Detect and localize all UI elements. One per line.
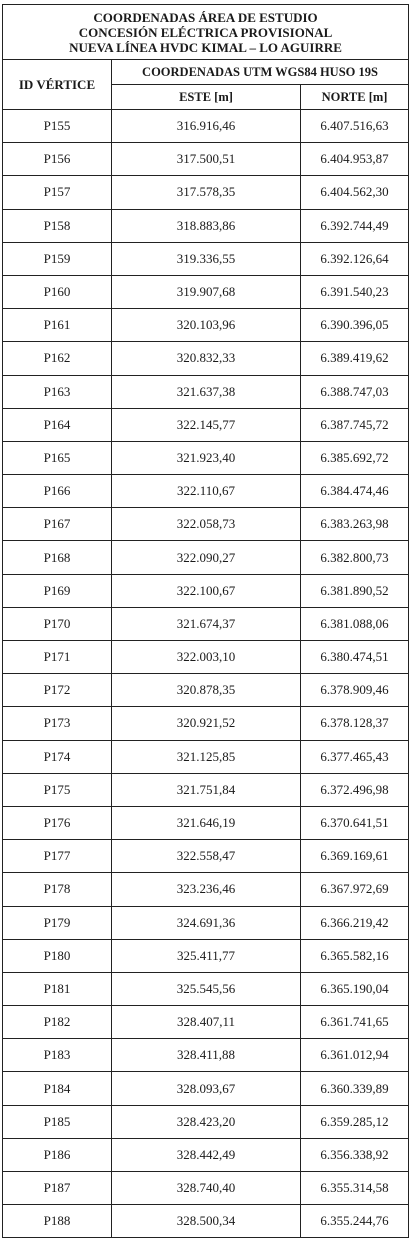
cell-este: 321.125,85 (112, 740, 301, 773)
cell-norte: 6.360.339,89 (301, 1072, 409, 1105)
cell-este: 328.442,49 (112, 1138, 301, 1171)
table-row (3, 740, 409, 773)
cell-id-vertice: P159 (3, 242, 112, 275)
cell-id-vertice: P155 (3, 110, 112, 143)
cell-este: 322.145,77 (112, 408, 301, 441)
cell-este: 325.411,77 (112, 939, 301, 972)
cell-id-vertice: P166 (3, 475, 112, 508)
cell-este: 323.236,46 (112, 873, 301, 906)
table-row (3, 1039, 409, 1072)
cell-norte: 6.387.745,72 (301, 408, 409, 441)
cell-norte: 6.356.338,92 (301, 1138, 409, 1171)
cell-este: 320.832,33 (112, 342, 301, 375)
cell-este: 328.740,40 (112, 1172, 301, 1205)
cell-id-vertice: P164 (3, 408, 112, 441)
cell-id-vertice: P158 (3, 209, 112, 242)
cell-norte: 6.355.244,76 (301, 1205, 409, 1238)
cell-norte: 6.378.909,46 (301, 674, 409, 707)
table-title (3, 5, 409, 60)
cell-id-vertice: P184 (3, 1072, 112, 1105)
cell-id-vertice: P175 (3, 773, 112, 806)
table-row (3, 541, 409, 574)
cell-este: 328.411,88 (112, 1039, 301, 1072)
header-norte: NORTE [m] (301, 85, 409, 110)
cell-norte: 6.407.516,63 (301, 110, 409, 143)
cell-norte: 6.381.088,06 (301, 607, 409, 640)
cell-norte: 6.369.169,61 (301, 840, 409, 873)
cell-id-vertice: P176 (3, 806, 112, 839)
cell-este: 317.578,35 (112, 176, 301, 209)
table-row (3, 441, 409, 474)
cell-este: 321.637,38 (112, 375, 301, 408)
table-row (3, 275, 409, 308)
title-line-3: NUEVA LÍNEA HVDC KIMAL – LO AGUIRRE (69, 39, 342, 55)
table-row (3, 176, 409, 209)
table-row (3, 906, 409, 939)
table-row (3, 773, 409, 806)
cell-norte: 6.384.474,46 (301, 475, 409, 508)
cell-este: 328.500,34 (112, 1205, 301, 1238)
cell-este: 328.093,67 (112, 1072, 301, 1105)
cell-norte: 6.404.562,30 (301, 176, 409, 209)
cell-norte: 6.385.692,72 (301, 441, 409, 474)
cell-este: 322.058,73 (112, 508, 301, 541)
header-id-vertice: ID VÉRTICE (3, 60, 112, 110)
cell-id-vertice: P163 (3, 375, 112, 408)
table-row (3, 375, 409, 408)
cell-norte: 6.372.496,98 (301, 773, 409, 806)
cell-norte: 6.388.747,03 (301, 375, 409, 408)
cell-norte: 6.355.314,58 (301, 1172, 409, 1205)
cell-id-vertice: P186 (3, 1138, 112, 1171)
cell-norte: 6.389.419,62 (301, 342, 409, 375)
cell-norte: 6.390.396,05 (301, 309, 409, 342)
title-line-2: CONCESIÓN ELÉCTRICA PROVISIONAL (78, 24, 333, 40)
cell-id-vertice: P182 (3, 1006, 112, 1039)
cell-este: 321.646,19 (112, 806, 301, 839)
cell-id-vertice: P188 (3, 1205, 112, 1238)
table-row (3, 840, 409, 873)
cell-norte: 6.377.465,43 (301, 740, 409, 773)
cell-norte: 6.381.890,52 (301, 574, 409, 607)
header-utm-coordinates: COORDENADAS UTM WGS84 HUSO 19S (112, 60, 409, 85)
table-row (3, 873, 409, 906)
cell-id-vertice: P172 (3, 674, 112, 707)
table-row (3, 972, 409, 1005)
cell-norte: 6.366.219,42 (301, 906, 409, 939)
cell-este: 322.558,47 (112, 840, 301, 873)
cell-este: 325.545,56 (112, 972, 301, 1005)
cell-id-vertice: P187 (3, 1172, 112, 1205)
title-line-1: COORDENADAS ÁREA DE ESTUDIO (93, 9, 318, 25)
cell-este: 328.423,20 (112, 1105, 301, 1138)
cell-norte: 6.367.972,69 (301, 873, 409, 906)
cell-norte: 6.380.474,51 (301, 641, 409, 674)
table-row (3, 110, 409, 143)
cell-este: 328.407,11 (112, 1006, 301, 1039)
table-row (3, 209, 409, 242)
table-row (3, 309, 409, 342)
cell-id-vertice: P178 (3, 873, 112, 906)
table-row (3, 1006, 409, 1039)
cell-este: 320.878,35 (112, 674, 301, 707)
table-row (3, 475, 409, 508)
cell-norte: 6.365.582,16 (301, 939, 409, 972)
cell-id-vertice: P177 (3, 840, 112, 873)
table-row (3, 342, 409, 375)
cell-id-vertice: P168 (3, 541, 112, 574)
cell-id-vertice: P183 (3, 1039, 112, 1072)
table-row (3, 939, 409, 972)
cell-norte: 6.361.012,94 (301, 1039, 409, 1072)
cell-este: 320.921,52 (112, 707, 301, 740)
table-row (3, 674, 409, 707)
cell-este: 322.110,67 (112, 475, 301, 508)
cell-este: 322.003,10 (112, 641, 301, 674)
cell-norte: 6.359.285,12 (301, 1105, 409, 1138)
cell-este: 319.907,68 (112, 275, 301, 308)
table-row (3, 143, 409, 176)
cell-este: 318.883,86 (112, 209, 301, 242)
cell-este: 317.500,51 (112, 143, 301, 176)
cell-norte: 6.378.128,37 (301, 707, 409, 740)
cell-este: 316.916,46 (112, 110, 301, 143)
cell-id-vertice: P160 (3, 275, 112, 308)
cell-norte: 6.392.744,49 (301, 209, 409, 242)
cell-norte: 6.383.263,98 (301, 508, 409, 541)
table-row (3, 1105, 409, 1138)
cell-este: 321.751,84 (112, 773, 301, 806)
table-row (3, 242, 409, 275)
cell-este: 320.103,96 (112, 309, 301, 342)
cell-norte: 6.391.540,23 (301, 275, 409, 308)
coordinates-table (2, 4, 409, 1238)
cell-este: 322.090,27 (112, 541, 301, 574)
cell-id-vertice: P173 (3, 707, 112, 740)
table-row (3, 1205, 409, 1238)
cell-este: 319.336,55 (112, 242, 301, 275)
cell-norte: 6.365.190,04 (301, 972, 409, 1005)
cell-norte: 6.404.953,87 (301, 143, 409, 176)
table-row (3, 641, 409, 674)
cell-norte: 6.392.126,64 (301, 242, 409, 275)
cell-id-vertice: P162 (3, 342, 112, 375)
table-row (3, 574, 409, 607)
table-row (3, 508, 409, 541)
cell-id-vertice: P169 (3, 574, 112, 607)
cell-id-vertice: P165 (3, 441, 112, 474)
table-row (3, 1072, 409, 1105)
cell-norte: 6.382.800,73 (301, 541, 409, 574)
cell-id-vertice: P156 (3, 143, 112, 176)
cell-id-vertice: P170 (3, 607, 112, 640)
table-row (3, 1138, 409, 1171)
cell-norte: 6.370.641,51 (301, 806, 409, 839)
table-row (3, 806, 409, 839)
table-row (3, 1172, 409, 1205)
cell-este: 322.100,67 (112, 574, 301, 607)
table-row (3, 408, 409, 441)
cell-id-vertice: P181 (3, 972, 112, 1005)
cell-id-vertice: P174 (3, 740, 112, 773)
cell-este: 324.691,36 (112, 906, 301, 939)
header-este: ESTE [m] (112, 85, 301, 110)
cell-este: 321.674,37 (112, 607, 301, 640)
cell-id-vertice: P167 (3, 508, 112, 541)
table-row (3, 707, 409, 740)
cell-id-vertice: P180 (3, 939, 112, 972)
cell-id-vertice: P161 (3, 309, 112, 342)
cell-este: 321.923,40 (112, 441, 301, 474)
table-row (3, 607, 409, 640)
cell-id-vertice: P179 (3, 906, 112, 939)
cell-id-vertice: P157 (3, 176, 112, 209)
table-body (3, 110, 409, 1238)
cell-id-vertice: P185 (3, 1105, 112, 1138)
cell-id-vertice: P171 (3, 641, 112, 674)
cell-norte: 6.361.741,65 (301, 1006, 409, 1039)
